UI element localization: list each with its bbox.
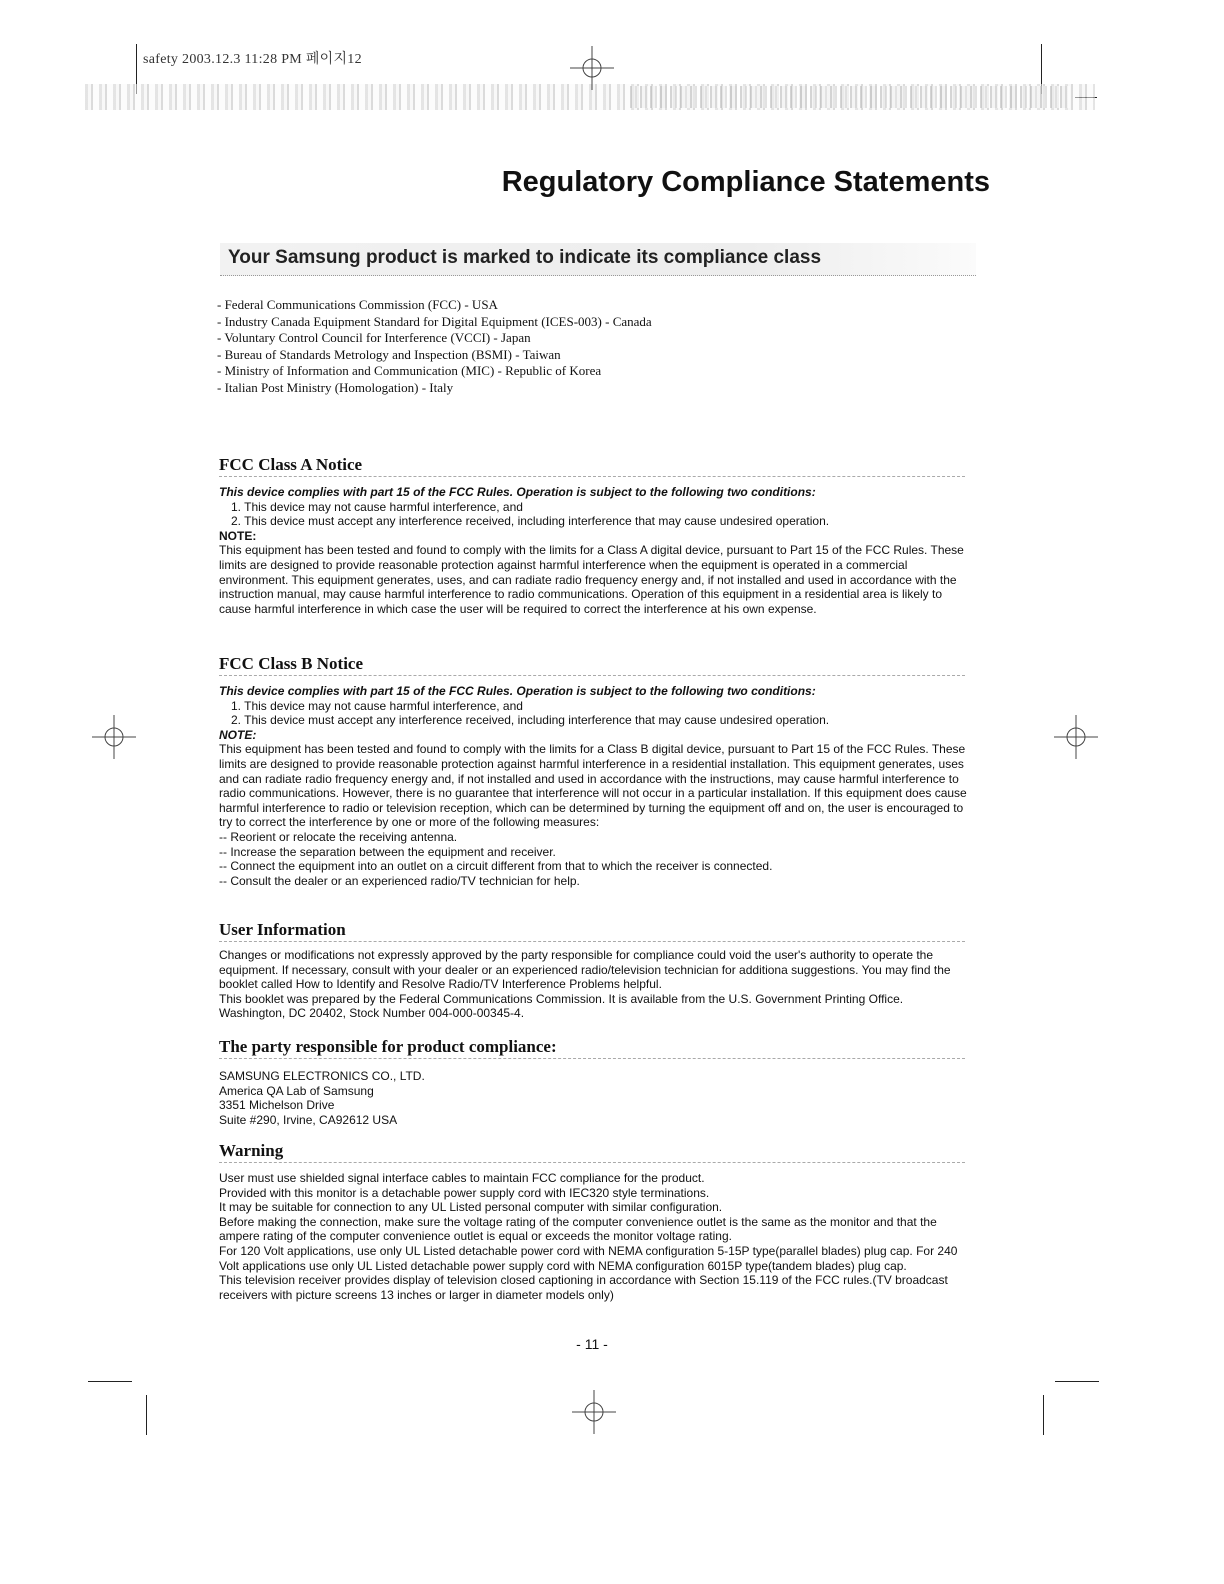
condition-item: 2. This device must accept any interference received, including interference that may cause undesired operation.: [231, 713, 830, 728]
condition-item: 1. This device may not cause harmful interference, and: [231, 499, 523, 514]
address-line: America QA Lab of Samsung: [219, 1083, 374, 1098]
party-address: [219, 1069, 969, 1127]
page-title: Regulatory Compliance Statements: [501, 166, 990, 198]
registration-mark-icon: [572, 1390, 616, 1434]
crop-mark: [1043, 1395, 1044, 1435]
measure-item: -- Connect the equipment into an outlet on a circuit different from that to which the receiver is connected.: [219, 859, 773, 874]
fcc-class-b-heading: FCC Class B Notice: [219, 654, 965, 676]
address-line: Suite #290, Irvine, CA92612 USA: [219, 1112, 398, 1127]
list-item: - Italian Post Ministry (Homologation) - Italy: [217, 379, 454, 395]
registration-mark-icon: [1054, 715, 1098, 759]
note-body: This equipment has been tested and found to comply with the limits for a Class B digital device, pursuant to Part 15 of the FCC Rules. These limits are designed to provide reasonable protection against harmful interference in a residential installation. This equipment generates, uses and can radiate radio frequency energy and, if not installed and used in accordance with the instructions, may cause harmful interference to radio communications. However, there is no guarantee that interference will not occur in a particular installation. If this equipment does cause harmful interference to radio or television reception, which can be determined by turning the equipment off and on, the user is encouraged to try to correct the interference by one or more of the following measures:: [219, 742, 967, 830]
warning-line: This television receiver provides display of television closed captioning in accordance with Section 15.119 of the FCC rules.(TV broadcast receivers with picture screens 13 inches or larger in diameter models only): [219, 1273, 948, 1302]
party-heading: The party responsible for product compliance:: [219, 1037, 965, 1059]
print-header: safety 2003.12.3 11:28 PM 페이지12: [143, 52, 362, 67]
list-item: - Voluntary Control Council for Interference (VCCI) - Japan: [217, 330, 531, 346]
condition-item: 2. This device must accept any interference received, including interference that may cause undesired operation.: [231, 514, 830, 529]
warning-line: For 120 Volt applications, use only UL Listed detachable power cord with NEMA configuration 5-15P type(parallel blades) plug cap. For 240 Volt applications use only UL Listed detachable power supply cord with NEMA configuration 6015P type(tandem blades) plug cap.: [219, 1243, 958, 1273]
fcc-class-a-heading: FCC Class A Notice: [219, 455, 965, 477]
address-line: 3351 Michelson Drive: [219, 1098, 335, 1113]
warning-line: User must use shielded signal interface cables to maintain FCC compliance for the product.: [219, 1171, 705, 1185]
registration-mark-icon: [92, 715, 136, 759]
list-item: - Ministry of Information and Communication (MIC) - Republic of Korea: [217, 363, 602, 379]
condition-item: 1. This device may not cause harmful interference, and: [231, 698, 523, 713]
user-information-body: [219, 948, 969, 1021]
measure-item: -- Reorient or relocate the receiving antenna.: [219, 829, 458, 844]
note-body: This equipment has been tested and found to comply with the limits for a Class A digital device, pursuant to Part 15 of the FCC Rules. These limits are designed to provide reasonable protection against harmful interference when the equipment is operated in a commercial environment. This equipment generates, uses, and can radiate radio frequency energy and, if not installed and used in accordance with the instruction manual, may cause harmful interference to radio communications. Operation of this equipment in a residential area is likely to cause harmful interference in which case the user will be required to correct the interference at his own expense.: [219, 543, 964, 616]
list-item: - Bureau of Standards Metrology and Inspection (BSMI) - Taiwan: [217, 346, 561, 362]
measure-item: -- Consult the dealer or an experienced radio/TV technician for help.: [219, 873, 580, 888]
fcc-class-b-body: [219, 684, 969, 888]
conditions-text: This device complies with part 15 of the FCC Rules. Operation is subject to the following two conditions:: [219, 684, 816, 698]
warning-body: [219, 1171, 969, 1302]
warning-line: It may be suitable for connection to any UL Listed personal computer with similar configuration.: [219, 1200, 723, 1215]
warning-line: Before making the connection, make sure the voltage rating of the computer convenience outlet is the same as the monitor and that the ampere rating of the computer convenience outlet is equal or exceeds the monitor voltage rating.: [219, 1214, 937, 1244]
warning-line: Provided with this monitor is a detachable power supply cord with IEC320 style terminations.: [219, 1185, 710, 1200]
crop-mark: [146, 1395, 147, 1435]
scan-noise-band: [630, 86, 1070, 108]
crop-mark: [1055, 1381, 1099, 1382]
section-subtitle: Your Samsung product is marked to indicate its compliance class: [220, 243, 976, 276]
crop-mark: [88, 1381, 132, 1382]
measure-item: -- Increase the separation between the equipment and receiver.: [219, 844, 556, 859]
list-item: - Industry Canada Equipment Standard for Digital Equipment (ICES-003) - Canada: [217, 313, 652, 329]
note-label: NOTE:: [219, 727, 257, 742]
list-item: - Federal Communications Commission (FCC) - USA: [217, 297, 498, 312]
user-info-paragraph: Changes or modifications not expressly approved by the party responsible for compliance could void the user's authority to operate the equipment. If necessary, consult with your dealer or an experienced radio/television technician for additiona suggestions. You may find the booklet called How to Identify and Resolve Radio/TV Interference Problems helpful.: [219, 948, 951, 992]
fcc-class-a-body: [219, 485, 969, 616]
registration-mark-icon: [570, 46, 614, 90]
page-number: - 11 -: [576, 1336, 608, 1352]
compliance-list: [217, 297, 652, 397]
note-label: NOTE:: [219, 528, 257, 543]
conditions-text: This device complies with part 15 of the FCC Rules. Operation is subject to the following two conditions:: [219, 485, 816, 499]
address-line: SAMSUNG ELECTRONICS CO., LTD.: [219, 1069, 425, 1083]
user-information-heading: User Information: [219, 920, 965, 942]
warning-heading: Warning: [219, 1141, 965, 1163]
user-info-paragraph: This booklet was prepared by the Federal Communications Commission. It is available from the U.S. Government Printing Office. Washington, DC 20402, Stock Number 004-000-00345-4.: [219, 991, 904, 1021]
